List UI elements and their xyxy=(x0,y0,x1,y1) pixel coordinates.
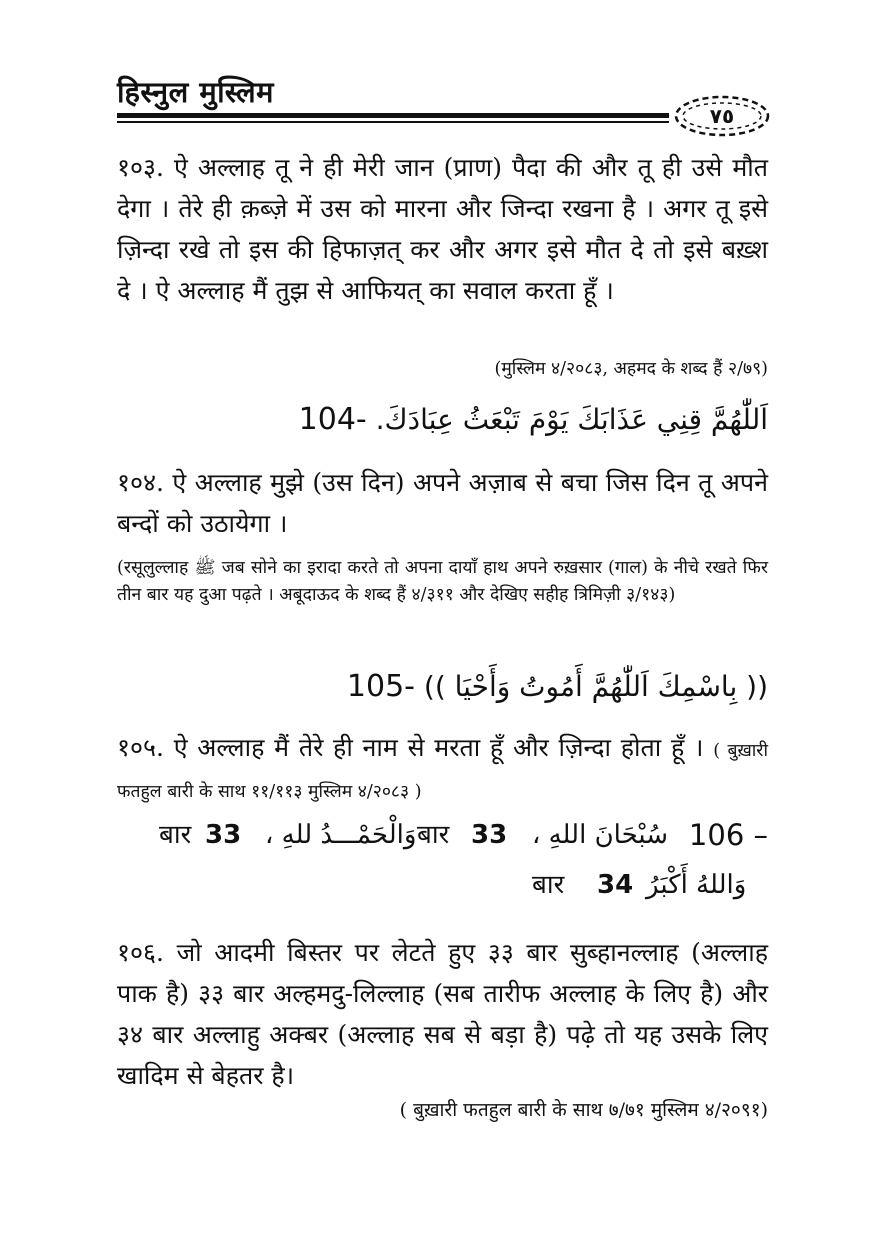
item-104-note: (रसूलुल्लाह ﷺ जब सोने का इरादा करते तो अपना दायाँ हाथ अपने रुख़सार (गाल) के नीचे रखते फिर तीन बार यह दुआ पढ़ते । अबूदाऊद के शब्द हैं ४/३११ और देखिए सहीह त्रिमिज़ी ३/१४३) xyxy=(117,558,768,605)
dua-104-arabic: اَللّٰهُمَّ قِنِي عَذَابَكَ يَوْمَ تَبْعَثُ عِبَادَكَ. xyxy=(375,403,768,436)
dua-106-number: 106 – xyxy=(688,818,768,852)
dua-104 xyxy=(117,400,768,440)
item-106-reference: ( बुख़ारी फतहुल बारी के साथ ७/७१ मुस्लिम ४/२०९१) xyxy=(399,1099,768,1121)
item-105-main: १०५. ऐ अल्लाह मैं तेरे ही नाम से मरता हूँ और ज़िन्दा होता हूँ । xyxy=(117,733,704,762)
dua-106-count-2: 33 xyxy=(205,820,242,850)
header-rule-thin xyxy=(117,121,669,123)
header-rule-thick xyxy=(117,113,669,118)
item-105-reference: ( बुख़ारी फतहुल बारी के साथ ११/११३ मुस्लिम ४/२०८३ ) xyxy=(117,741,768,802)
dua-106-count-1: 33 xyxy=(471,820,508,850)
item-105-text xyxy=(117,727,768,809)
dua-106-count-3: 34 xyxy=(597,870,634,900)
dua-106-bar-2: बार xyxy=(159,820,192,850)
item-106-text: १०६. जो आदमी बिस्तर पर लेटते हुए ३३ बार सुब्हानल्लाह (अल्लाह पाक है) ३३ बार अल्हमदु-लिल्लाह (सब तारीफ अल्लाह के लिए है) और ३४ बार अल्लाहु अक्बर (अल्लाह सब से बड़ा है) पढ़े तो यह उसके लिए खादिम से बेहतर है। xyxy=(117,938,768,1090)
dua-105-arabic: (( بِاسْمِكَ اَللّٰهُمَّ أَمُوتُ وَأَحْيَا )) xyxy=(423,670,768,703)
page-number: ٧٥ xyxy=(709,104,735,128)
dua-106-allahuakbar: وَاللهُ أَكْبَرُ xyxy=(646,870,747,900)
book-title: हिस्नुल मुस्लिम xyxy=(117,75,274,109)
item-103-reference: (मुस्लिम ४/२०८३, अहमद के शब्द हैं २/७९) xyxy=(494,359,768,379)
dua-106-bar-1: बार xyxy=(417,820,450,850)
page-number-badge xyxy=(672,94,772,138)
dua-105 xyxy=(117,667,768,707)
dua-106-subhanallah: سُبْحَانَ اللهِ ، xyxy=(531,820,668,850)
item-104-text: १०४. ऐ अल्लाह मुझे (उस दिन) अपने अज़ाब से बचा जिस दिन तू अपने बन्दों को उठायेगा । xyxy=(117,468,768,538)
item-103-text: १०३. ऐ अल्लाह तू ने ही मेरी जान (प्राण) पैदा की और तू ही उसे मौत देगा । तेरे ही क़ब्ज़े में उस को मारना और जिन्दा रखना है । अगर तू इसे ज़िन्दा रखे तो इस की हिफाज़त् कर और अगर इसे मौत दे तो इसे बख़्श दे । ऐ अल्लाह मैं तुझ से आफियत् का सवाल करता हूँ । xyxy=(117,153,768,305)
dua-106-bar-3: बार xyxy=(532,870,565,900)
dua-106-alhamdulillah: وَالْحَمْـــدُ للهِ ، xyxy=(265,820,417,850)
dua-104-number: 104- xyxy=(298,402,367,437)
dua-105-number: 105- xyxy=(346,669,415,704)
dua-106-line-1 xyxy=(117,812,768,858)
dua-106-line-2 xyxy=(117,862,768,908)
